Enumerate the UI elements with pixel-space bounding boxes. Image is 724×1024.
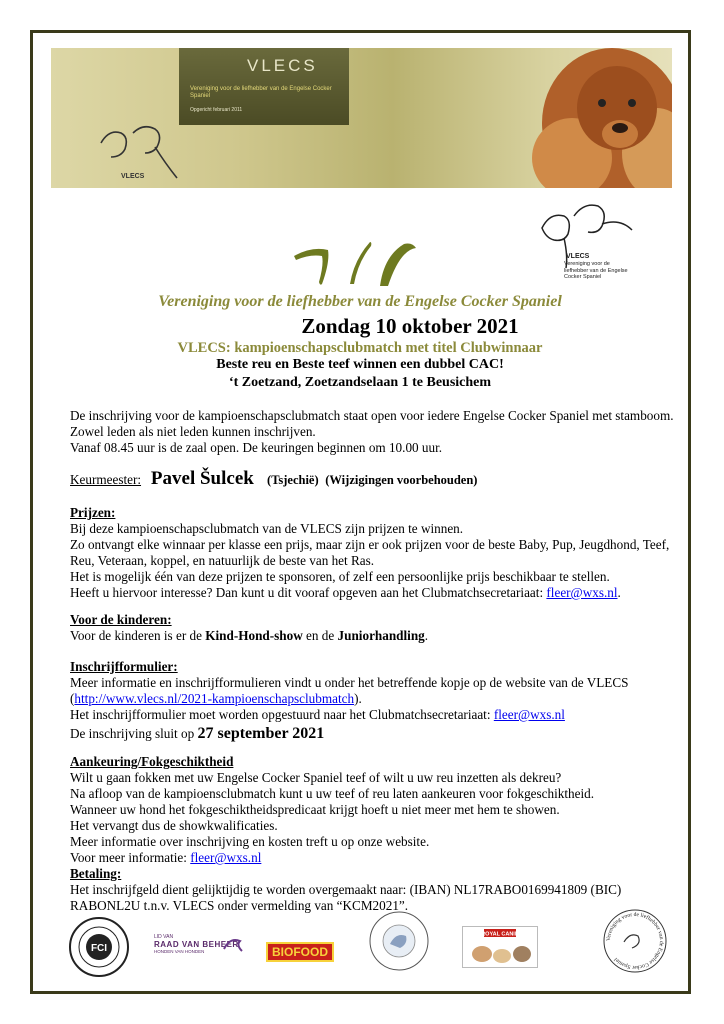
breeding-section xyxy=(70,754,690,914)
event-prize: Beste reu en Beste teef winnen een dubbel CAC! xyxy=(216,357,504,372)
biofood-logo: BIOFOOD xyxy=(266,942,334,962)
right-logo-tagline: Vereniging voor de liefhebber van de Engelse Cocker Spaniel xyxy=(564,261,628,280)
event-location: ‘t Zoetzand, Zoetzandselaan 1 te Beusichem xyxy=(228,375,492,390)
judge-label: Keurmeester: xyxy=(70,472,142,487)
vlecs-seal-logo xyxy=(602,908,668,974)
form-heading: Inschrijfformulier: xyxy=(70,659,178,674)
judge-country: (Tsjechië) xyxy=(267,473,319,487)
prizes-line: Het is mogelijk één van deze prijzen te sponsoren, of zelf een persoonlijke prijs beschikbaar te stellen. xyxy=(70,569,610,584)
form-line: Het inschrijfformulier moet worden opgestuurd naar het Clubmatchsecretariaat: fleer@wxs.nl xyxy=(70,707,565,722)
event-title: VLECS: kampioenschapsclubmatch met titel Clubwinnaar xyxy=(177,340,543,356)
event-date: Zondag 10 oktober 2021 xyxy=(301,314,519,338)
banner-title: VLECS xyxy=(247,56,318,75)
breeding-email-link[interactable]: fleer@wxs.nl xyxy=(190,850,262,865)
form-deadline: De inschrijving sluit op 27 september 2021 xyxy=(70,725,325,742)
breeding-line: Na afloop van de kampioensclubmatch kunt u uw teef of reu laten aankeuren voor fokgeschiktheid. xyxy=(70,786,595,801)
cocker-spaniel-photo xyxy=(502,48,672,188)
fci-logo xyxy=(68,916,130,978)
vlecs-club-logo xyxy=(536,198,636,290)
slogan: Vereniging voor de liefhebber van de Engelse Cocker Spaniel xyxy=(158,293,562,310)
payment-line: Het inschrijfgeld dient gelijktijdig te worden overgemaakt naar: (IBAN) NL17RABO0169941809 (BIC) xyxy=(70,882,622,897)
header-banner xyxy=(51,48,672,188)
breeding-line: Wanneer uw hond het fokgeschiktheidspredicaat krijgt hoeft u niet meer met hem te showen. xyxy=(70,802,560,817)
form-email-link[interactable]: fleer@wxs.nl xyxy=(493,707,565,722)
website-link[interactable]: http://www.vlecs.nl/2021-kampioenschapsclubmatch xyxy=(74,691,355,706)
form-line: (http://www.vlecs.nl/2021-kampioenschapsclubmatch). xyxy=(70,691,362,706)
prizes-heading: Prijzen: xyxy=(70,505,116,520)
payment-heading: Betaling: xyxy=(70,866,122,881)
svg-text:VLECS: VLECS xyxy=(566,253,590,260)
dog-silhouette-icon xyxy=(91,123,181,188)
form-section xyxy=(70,659,690,742)
intro-line: Vanaf 08.45 uur is de zaal open. De keuringen beginnen om 10.00 uur. xyxy=(70,440,443,455)
sponsor-logos xyxy=(62,908,668,978)
prizes-line: Heeft u hiervoor interesse? Dan kunt u dit vooraf opgeven aan het Clubmatchsecretariaat: fleer@wxs.nl. xyxy=(70,585,621,600)
dog-jump-icon xyxy=(222,935,244,955)
judge-name: Pavel Šulcek xyxy=(150,468,254,489)
prizes-line: Zo ontvangt elke winnaar per klasse een prijs, maar zijn er ook prijzen voor de beste Baby, Pup, Jeugdhond, Teef, xyxy=(70,537,670,552)
prizes-line: Reu, Veteraan, koppel, en natuurlijk de beste van het Ras. xyxy=(70,553,375,568)
svg-text:ROYAL CANIN: ROYAL CANIN xyxy=(481,931,519,938)
judge-line xyxy=(70,468,690,491)
payment-line: RABONL2U t.n.v. VLECS onder vermelding van “KCM2021”. xyxy=(70,898,409,913)
banner-subtitle: Vereniging voor de liefhebber van de Engelse Cocker Spaniel xyxy=(190,86,332,99)
intro-line: Zowel leden als niet leden kunnen inschrijven. xyxy=(70,424,316,439)
royal-canin-logo xyxy=(462,926,538,968)
prizes-email-link[interactable]: fleer@wxs.nl xyxy=(546,585,618,600)
kids-line: Voor de kinderen is er de Kind-Hond-show en de Juniorhandling. xyxy=(70,628,429,643)
breeding-line: Wilt u gaan fokken met uw Engelse Cocker Spaniel teef of wilt u uw reu inzetten als dekreu? xyxy=(70,770,562,785)
intro-block xyxy=(70,408,690,456)
prizes-section xyxy=(70,505,690,601)
svg-text:VLECS: VLECS xyxy=(121,173,145,180)
judge-note: (Wijzigingen voorbehouden) xyxy=(325,473,478,487)
prizes-line: Bij deze kampioenschapsclubmatch van de VLECS zijn prijzen te winnen. xyxy=(70,521,464,536)
club-seal-logo xyxy=(368,910,430,972)
raad-van-beheer-logo: LID VAN RAAD VAN BEHEER HONDEN VAN HONDEN xyxy=(154,934,239,954)
breeding-line: Meer informatie over inschrijving en kosten treft u op onze website. xyxy=(70,834,430,849)
svg-text:Vereniging voor de liefhebber: Vereniging voor de liefhebber van de Engelse Cocker Spaniel xyxy=(605,911,665,971)
banner-founded: Opgericht februari 2011 xyxy=(190,107,243,113)
vlecs-brush-logo xyxy=(292,238,422,288)
kids-section xyxy=(70,612,690,644)
breeding-heading: Aankeuring/Fokgeschiktheid xyxy=(70,754,234,769)
kids-heading: Voor de kinderen: xyxy=(70,612,172,627)
form-line: Meer informatie en inschrijfformulieren vindt u onder het betreffende kopje op de website van de VLECS xyxy=(70,675,629,690)
intro-line: De inschrijving voor de kampioenschapsclubmatch staat open voor iedere Engelse Cocker Spaniel met stamboom. xyxy=(70,408,674,423)
svg-text:FCI: FCI xyxy=(90,943,108,954)
breeding-line: Het vervangt dus de showkwalificaties. xyxy=(70,818,278,833)
breeding-line: Voor meer informatie: fleer@wxs.nl xyxy=(70,850,262,865)
